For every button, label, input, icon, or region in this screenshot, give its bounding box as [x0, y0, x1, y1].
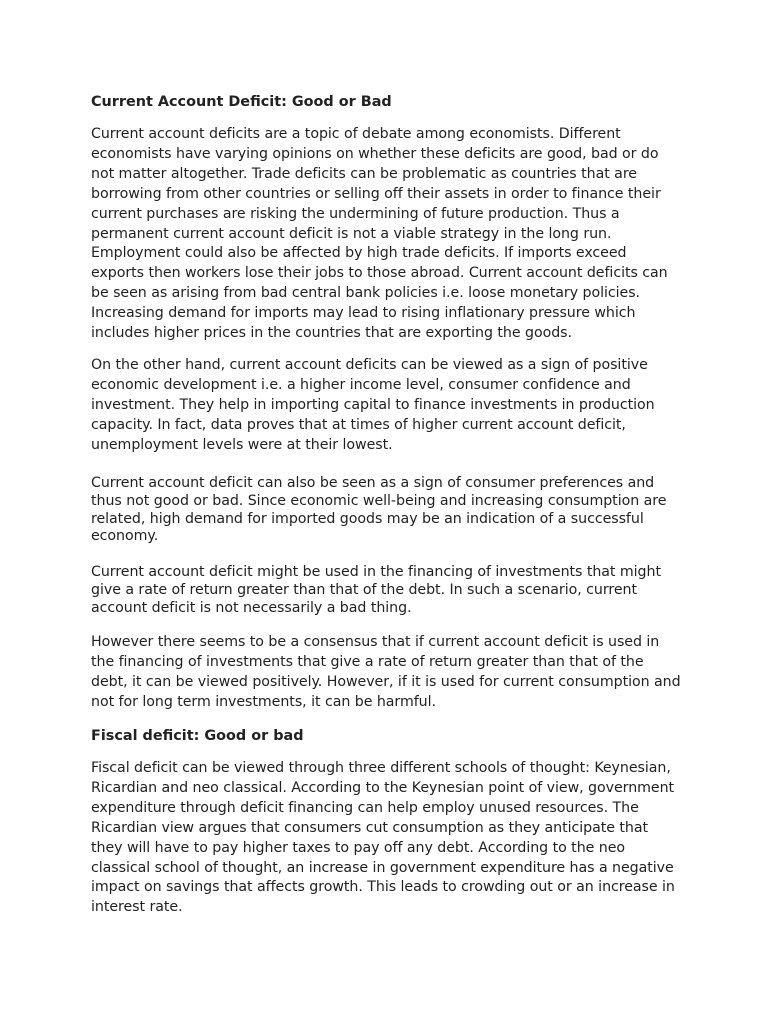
section-heading-current-account: Current Account Deficit: Good or Bad [91, 94, 392, 110]
paragraph-fiscal-deficit-1: Fiscal deficit can be viewed through three different schools of thought: Keynesian, Ricardian and neo classical. According to the Keynesian point of view, government expenditure through deficit financing can help employ unused resources. The Ricardian view argues that consumers cut consumption as they anticipate that they will have to pay higher taxes to pay off any debt. According to the neo classical school of thought, an increase in government expenditure has a negative impact on savings that affects growth. This leads to crowding out or an increase in interest rate. [91, 760, 675, 916]
paragraph-current-account-5: However there seems to be a consensus that if current account deficit is used in the financing of investments that give a rate of return greater than that of the debt, it can be viewed positively. However, if it is used for current consumption and not for long term investments, it can be harmful. [91, 634, 681, 710]
paragraph-current-account-3: Current account deficit can also be seen as a sign of consumer preferences and thus not good or bad. Since economic well-being and increasing consumption are related, high demand for imported goods may be an indication of a successful economy. [91, 475, 667, 545]
paragraph-current-account-4: Current account deficit might be used in the financing of investments that might give a rate of return greater than that of the debt. In such a scenario, current account deficit is not necessarily a bad thing. [91, 564, 661, 616]
paragraph-current-account-2: On the other hand, current account deficits can be viewed as a sign of positive economic development i.e. a higher income level, consumer confidence and investment. They help in importing capital to finance investments in production capacity. In fact, data proves that at times of higher current account deficit, unemployment levels were at their lowest. [91, 357, 655, 453]
section-heading-fiscal-deficit: Fiscal deficit: Good or bad [91, 728, 304, 744]
paragraph-current-account-1: Current account deficits are a topic of debate among economists. Different economists have varying opinions on whether these deficits are good, bad or do not matter altogether. Trade deficits can be problematic as countries that are borrowing from other countries or selling off their assets in order to finance their current purchases are risking the undermining of future production. Thus a permanent current account deficit is not a viable strategy in the long run. Employment could also be affected by high trade deficits. If imports exceed exports then workers lose their jobs to those abroad. Current account deficits can be seen as arising from bad central bank policies i.e. loose monetary policies. Increasing demand for imports may lead to rising inflationary pressure which includes higher prices in the countries that are exporting the goods. [91, 126, 668, 342]
